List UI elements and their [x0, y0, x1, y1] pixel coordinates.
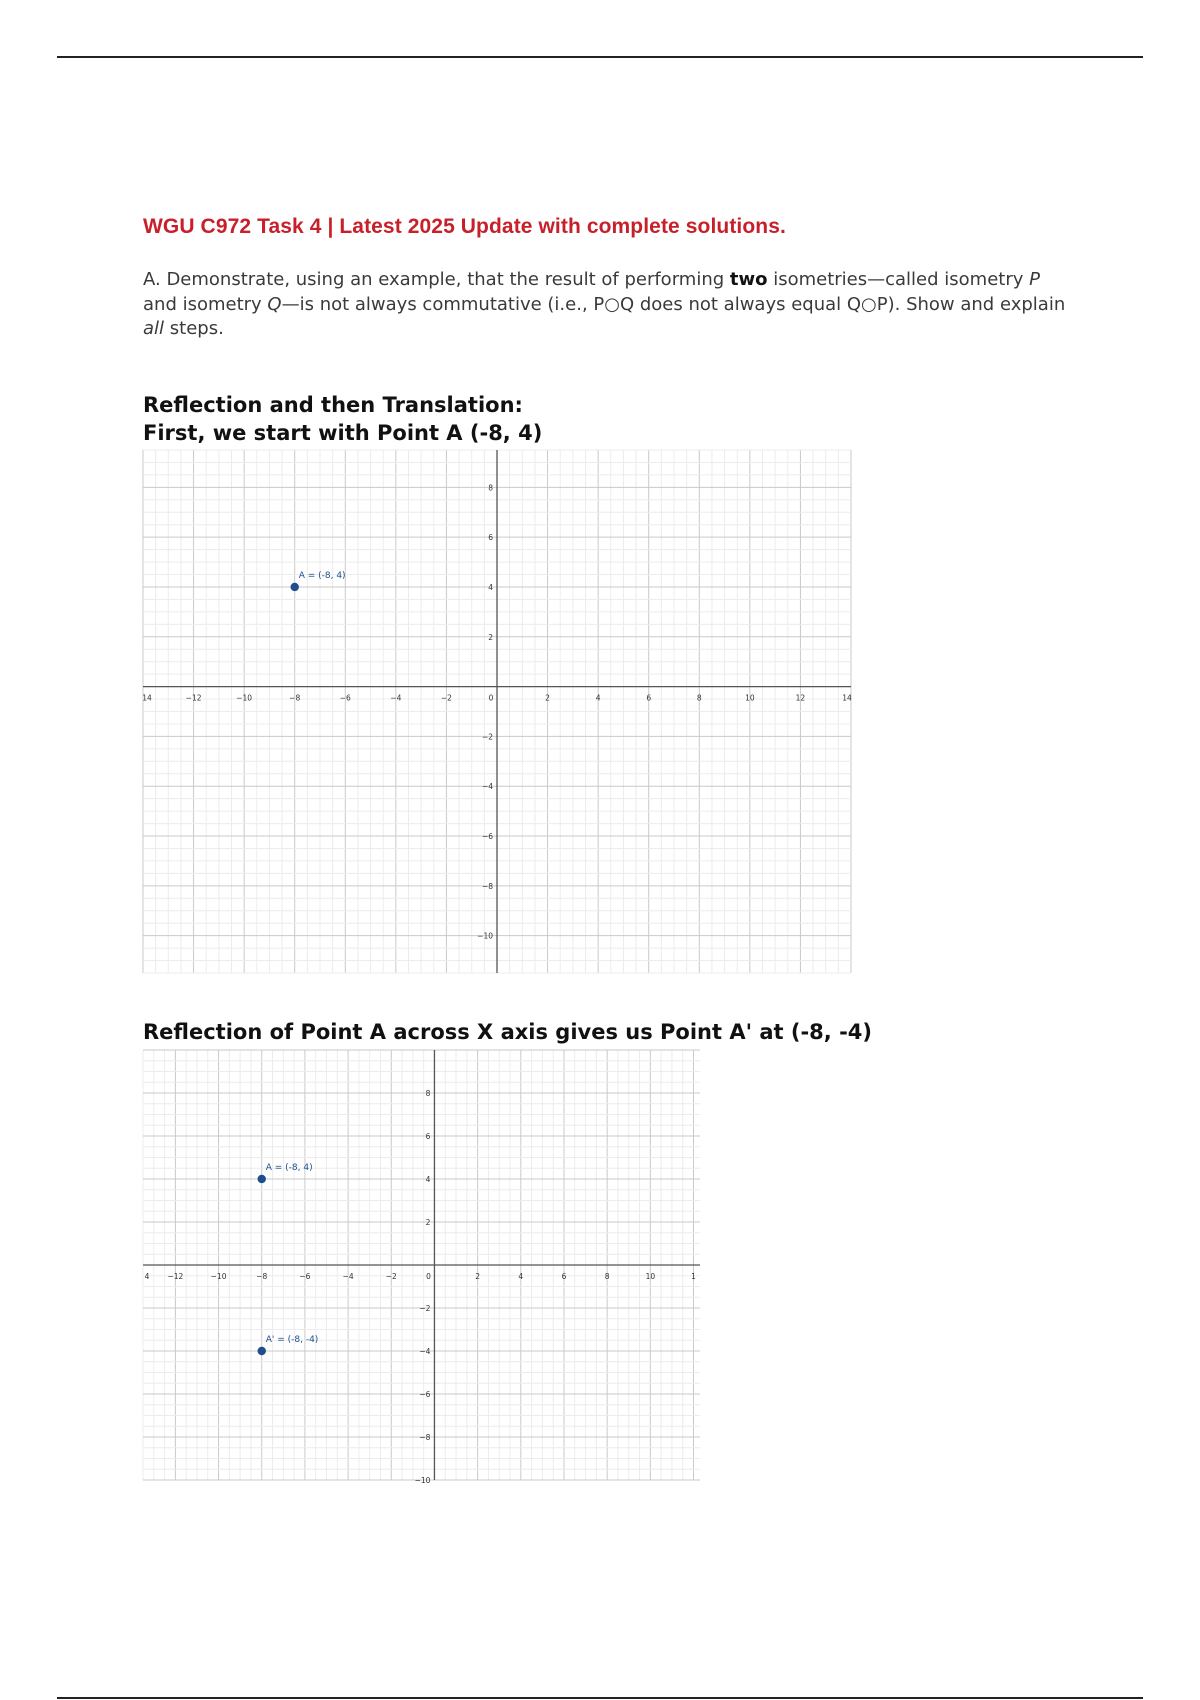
x-tick-label: 2 — [475, 1272, 481, 1281]
x-tick-label: −4 — [390, 693, 402, 703]
x-tick-label: 8 — [696, 693, 702, 703]
question-composition-pq: P○Q — [593, 293, 635, 315]
x-tick-label: −6 — [339, 693, 351, 703]
x-tick-label: 4 — [595, 693, 601, 703]
y-tick-label: −4 — [481, 782, 493, 792]
x-tick-label: 2 — [545, 693, 550, 703]
question-mid1: isometries—called isometry — [767, 269, 1030, 290]
graph-point-a-svg — [143, 450, 851, 973]
top-rule — [57, 56, 1143, 58]
x-tick-label: 10 — [745, 693, 755, 703]
question-p: P — [1029, 269, 1040, 290]
question-all: all — [143, 318, 165, 339]
point-a-prime — [258, 1347, 266, 1355]
x-tick-label: 1 — [691, 1272, 696, 1281]
x-tick-label: −6 — [299, 1272, 311, 1281]
question-mid5: ). Show and explain — [887, 293, 1066, 315]
question-text — [143, 268, 1073, 342]
x-tick-label: −2 — [440, 693, 452, 703]
question-bold-two: two — [729, 269, 768, 290]
document-title: WGU C972 Task 4 | Latest 2025 Update with complete solutions. — [143, 215, 786, 238]
y-tick-label: −8 — [419, 1433, 431, 1442]
y-tick-label: −6 — [481, 832, 493, 842]
section2-heading: Reflection of Point A across X axis gives us Point A' at (-8, -4) — [143, 1020, 872, 1044]
point-a-label: A = (-8, 4) — [265, 1163, 313, 1173]
x-tick-label: 4 — [144, 1272, 150, 1281]
question-q: Q — [267, 293, 282, 315]
y-tick-label: 6 — [425, 1132, 431, 1141]
question-composition-qp: Q○P — [846, 293, 888, 315]
x-tick-label: 0 — [488, 693, 494, 703]
y-tick-label: 4 — [425, 1175, 431, 1184]
x-tick-label: −2 — [385, 1272, 397, 1281]
x-tick-label: 4 — [518, 1272, 524, 1281]
question-mid2: and isometry — [143, 293, 268, 315]
y-tick-label: −10 — [414, 1476, 431, 1485]
y-tick-label: −10 — [477, 931, 493, 941]
x-tick-label: 14 — [142, 693, 152, 703]
graph-reflection — [143, 1050, 700, 1485]
x-tick-label: 8 — [604, 1272, 610, 1281]
section1-heading: Reflection and then Translation: — [143, 393, 523, 417]
x-tick-label: −10 — [210, 1272, 227, 1281]
y-tick-label: 6 — [488, 533, 493, 543]
bottom-rule — [57, 1697, 1143, 1699]
point-a — [291, 583, 299, 591]
graph-point-a — [143, 450, 851, 973]
x-tick-label: 6 — [646, 693, 652, 703]
graph-reflection-svg — [143, 1050, 700, 1485]
section1-subheading: First, we start with Point A (-8, 4) — [143, 421, 543, 445]
y-tick-label: 8 — [488, 483, 493, 493]
y-tick-label: 2 — [488, 632, 493, 642]
x-tick-label: 12 — [795, 693, 806, 703]
y-tick-label: −4 — [419, 1347, 431, 1356]
y-tick-label: 2 — [425, 1218, 431, 1227]
y-tick-label: −2 — [481, 732, 493, 742]
x-tick-label: −8 — [289, 693, 301, 703]
y-tick-label: 4 — [488, 582, 493, 592]
x-tick-label: −4 — [342, 1272, 354, 1281]
x-tick-label: 0 — [426, 1272, 431, 1281]
y-tick-label: −2 — [419, 1304, 431, 1313]
point-a — [258, 1175, 266, 1183]
y-tick-label: −8 — [481, 881, 493, 891]
x-tick-label: −12 — [167, 1272, 184, 1281]
y-tick-label: 8 — [425, 1089, 431, 1098]
x-tick-label: 6 — [561, 1272, 567, 1281]
x-tick-label: 10 — [645, 1272, 656, 1281]
x-tick-label: −12 — [185, 693, 202, 703]
question-mid3: —is not always commutative (i.e., — [281, 293, 594, 315]
x-tick-label: −8 — [256, 1272, 268, 1281]
question-mid4: does not always equal — [634, 293, 847, 315]
point-a-prime-label: A' = (-8, -4) — [265, 1335, 319, 1345]
point-a-label: A = (-8, 4) — [298, 570, 346, 581]
x-tick-label: −10 — [236, 693, 253, 703]
y-tick-label: −6 — [419, 1390, 431, 1399]
question-prefix: A. Demonstrate, using an example, that the result of performing — [143, 269, 730, 290]
x-tick-label: 14 — [842, 693, 852, 703]
question-suffix: steps. — [164, 318, 224, 339]
